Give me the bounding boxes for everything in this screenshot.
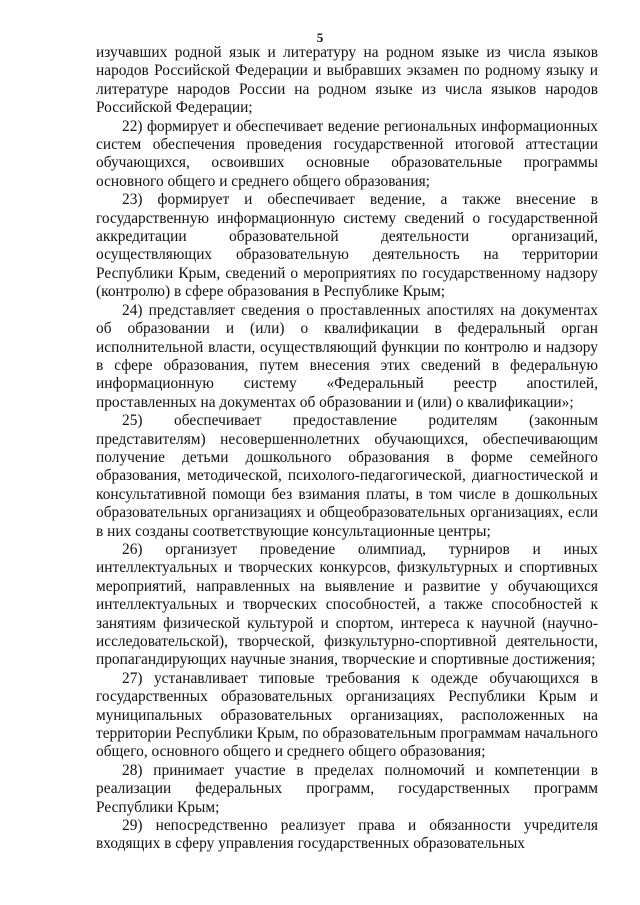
paragraph-item-29: 29) непосредственно реализует права и обязанности учредителя входящих в сферу управления государственных образовательных (96, 817, 598, 853)
document-body (96, 44, 598, 854)
paragraph-item-25: 25) обеспечивает предоставление родителям (законным представителям) несовершеннолетних обучающихся, обеспечивающим получение детьми дошкольного образования в форме семейного образования, методической, психолого-педагогической, диагностической и консультативной помощи без взимания платы, в том числе в дошкольных образовательных организациях и общеобразовательных организациях, если в них созданы соответствующие консультационные центры; (96, 412, 598, 540)
paragraph-item-23: 23) формирует и обеспечивает ведение, а также внесение в государственную информационную систему сведений о государственной аккредитации образовательной деятельности организаций, осуществляющих образовательную деятельность на территории Республики Крым, сведений о мероприятиях по государственному надзору (контролю) в сфере образования в Республике Крым; (96, 191, 598, 301)
paragraph-item-27: 27) устанавливает типовые требования к одежде обучающихся в государственных образовательных организациях Республики Крым и муниципальных образовательных организациях, расположенных на территории Республики Крым, по образовательным программам начального общего, основного общего и среднего общего образования; (96, 669, 598, 761)
paragraph-item-26: 26) организует проведение олимпиад, турниров и иных интеллектуальных и творческих конкурсов, физкультурных и спортивных мероприятий, направленных на выявление и развитие у обучающихся интеллектуальных и творческих способностей, а также способностей к занятиям физической культурой и спортом, интереса к научной (научно-исследовательской), творческой, физкультурно-спортивной деятельности, пропагандирующих научные знания, творческие и спортивные достижения; (96, 540, 598, 669)
page-number: 5 (316, 30, 324, 45)
paragraph-item-22: 22) формирует и обеспечивает ведение региональных информационных систем обеспечения проведения государственной итоговой аттестации обучающихся, освоивших основные образовательные программы основного общего и среднего общего образования; (96, 117, 598, 190)
paragraph-item-28: 28) принимает участие в пределах полномочий и компетенции в реализации федеральных программ, государственных программ Республики Крым; (96, 761, 598, 816)
paragraph-item-24: 24) представляет сведения о проставленных апостилях на документах об образовании и (или) о квалификации в федеральный орган исполнительной власти, осуществляющий функции по контролю и надзору в сфере образования, путем внесения этих сведений в федеральную информационную систему «Федеральный реестр апостилей, проставленных на документах об образовании и (или) о квалификации»; (96, 301, 598, 411)
paragraph-continuation: изучавших родной язык и литературу на родном языке из числа языков народов Российской Федерации и выбравших экзамен по родному языку и литературе народов России на родном языке из числа языков народов Российской Федерации; (96, 44, 598, 117)
